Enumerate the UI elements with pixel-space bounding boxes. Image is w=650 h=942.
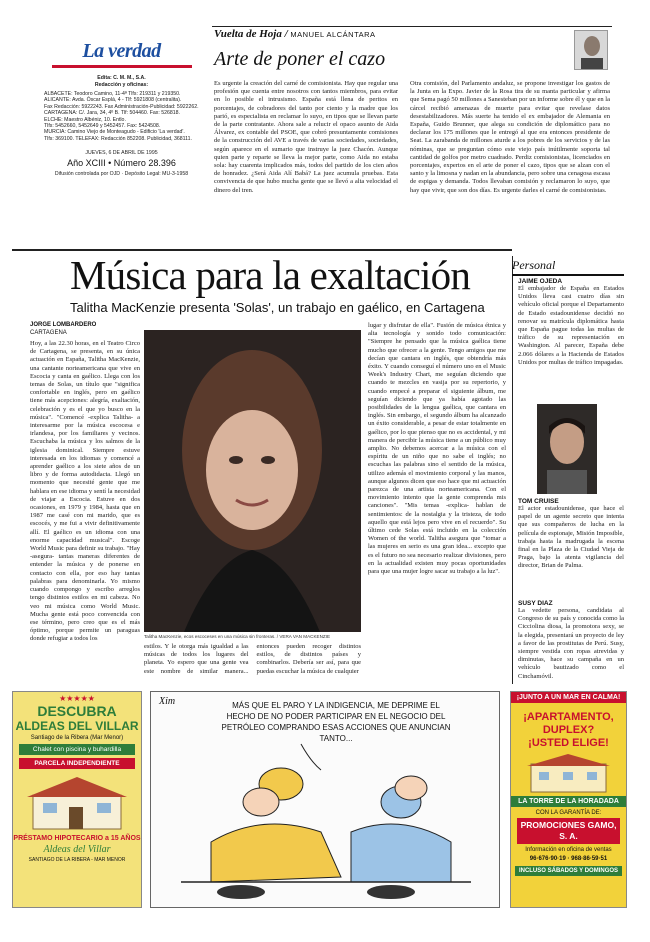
column-text-col1 — [214, 80, 398, 248]
column-section: Vuelta de Hoja — [214, 28, 282, 40]
ad-company: PROMOCIONES GAMO, S. A. — [517, 818, 620, 844]
masthead-date: JUEVES, 6 DE ABRIL DE 1995 — [85, 150, 158, 156]
ad-chalet: Chalet con piscina y buhardilla — [19, 744, 135, 755]
column-paragraph: Otra comisión, del Parlamento andaluz, se propone investigar los gastos de la Junta en la Expo. Javier de la Rosa tira de su manta particular y afirma que Sema pagó 50 millones a Sanesteban por un informe sobre él y que en la cárcel recibió amenazas de muerte para evitar que revelase datos desestabilizadores. Más suerte ha tenido el ex embajador de Alemania en España, Guido Brunner, que alega su condición de diplomático para no declarar los 175 millones que le entregó al que era entonces presidente de Seat. La zarabanda de millones aturde a los pobres de los servicios y de las nóminas, que se preguntan cómo este viejo país inútilmente soporta tal cantidad de golfos por metro cuadrado. Perdiz comisionistas, licenciados en porcentajes, expertos en el arte de poner el cazo, tipos que se alzan con el santo y la limosna y nadan en la abundancia, pero sobre una cenagosa escasa de espigas y demanda. Todos llevaban comisión y reclamaron lo suyo, que hay que vivir, que son dos días. Es urgente darles el carné de comisionistas. — [410, 80, 610, 194]
article-column-1 — [30, 340, 140, 683]
column-paragraph: Es urgente la creación del carné de comisionista. Hay que regular una profesión que cuenta entre nosotros con tantos miembros, para evitar en lo posible el intrusismo. España está llena de peritos en porcentajes, de cobradores del tanto por ciento y la madre que los parió, es especialista en reclamar lo suyo, en tipos que se llevan parte de la parte contratante. Ahora sale a relucir el opaco asunto de Aida Álvarez, ex contable del PSOE, que cobró presuntamente comisiones de la construcción del AVE a través de varias sociedades, sociedades, según aparece en el sumario que instruye la juez Chacón. Aunque quien parte y reparte se lleva la mejor parte, como Aida no estaba sola: hay cuarenta implicados más, todos del partido de los cien años de honradez. ¿Será Aida Alí Babá? La juez acumula pruebas. Esta convivencia de que hubo mucha gente que se llevó a alta velocidad el dinero del tren. — [214, 80, 398, 194]
address-line: Tlfs: 369100. TELEFAX: Redacción 852208. Publicidad, 368111. — [44, 135, 192, 142]
address-line: Tlfs: 5452660, 5452649 y 5452457. Fax: 5424508. — [44, 123, 161, 130]
ad-location: Santiago de la Ribera (Mar Menor) — [30, 735, 124, 741]
ad-stars: ★★★★★ — [59, 694, 95, 703]
dateline: CARTAGENA — [30, 330, 67, 336]
ad-promociones-gamo[interactable] — [510, 691, 627, 908]
article-column-2-bottom — [144, 643, 361, 685]
person-text: El embajador de España en Estados Unidos lleva casi cuatro días sin vehículo oficial porque el Departamento de Estado estadounidense decidió no renovar su matrícula diplomática hasta que España pague todas las multas de tráfico de su representación en Washington. Al parecer, España debe 2.066 dólares a la Hacienda de Estados Unidos por multas de tráfico impagadas. — [518, 285, 624, 366]
person-text: El actor estadounidense, que hace el papel de un agente secreto que intenta que sus compañeros de lucha en la película de espionaje, Misión Imposible, trabaja hasta la madrugada la escena final en la Plaza de la Ciudad Vieja de Praga, bajo la atenta vigilancia del director, Brian de Palma. — [518, 505, 624, 570]
masthead-addresses — [44, 91, 199, 142]
column-text-col2 — [410, 80, 610, 248]
newspaper-logo: La verdad — [82, 40, 161, 62]
ad-heading-2: ALDEAS DEL VILLAR — [15, 719, 139, 733]
cartoon-drawing — [151, 692, 500, 908]
building-illustration — [511, 754, 626, 794]
logo-underline — [52, 65, 192, 68]
article-column-3 — [368, 322, 506, 684]
article-subhead: Talitha MacKenzie presenta 'Solas', un trabajo en gaélico, en Cartagena — [70, 300, 485, 315]
sidebar-entry-cruise — [518, 498, 624, 597]
ad-phone: 96·676·90·19 · 968·86·59·51 — [529, 856, 608, 862]
masthead-legal: Difusión controlada por OJD · Depósito Legal: MU-3-1958 — [54, 171, 189, 177]
house-illustration — [13, 773, 141, 833]
article-paragraph: lugar y disfrutar de ella". Fusión de música étnica y alta tecnología y sonido todo comunicación: "Siempre he pensado que la música gaélica tiene mucho que ofrecer a la gente. Tengo amigos que me decían que cantara en inglés, que obtendría más éxito. Y cuando conseguí el número uno en el Music Week's Industry Chart, me seguían diciendo que cuando te mezcles en vasija por su repertorio, y cuando empecé a preparar el siguiente álbum, me seguían diciendo que ya había agotado las posibilidades de la lengua gaélica, que cantara en inglés. Sin embargo, el segundo álbum ha alcanzado un éxito considerable, a pesar de estar totalmente en gaélico, por lo que pienso que no es accidental, y mi manera de percibir la música tiene a un público muy amplio. No debemos acercar a la música con el espíritu de un niño que no sabe el inglés; no escuchas las palabras sino el sentido de la música, utilizo además el movimiento corporal y las manos, aunque algunos dicen que eso hace que mi actuación parezca de una artista norteamericana. Con el movimiento intento que la gente comprenda mis canciones". "Mis temas -explica- hablan de sentimientos: de la nostalgia y la tristeza, de todo aquello que está lejos pero vive en el recuerdo". Su último cede Solas está incluido en la colección Women of the world. Talitha asegura que "tomar a las mujeres en serio es una gran idea... excepto que es el futuro no sea necesario realizar divisiones, pero en la actualidad existen muy pocas oportunidades para que una mujer logre sacar su trabajo a la luz". — [368, 322, 506, 576]
ad-location: LA TORRE DE LA HORADADA — [511, 796, 626, 807]
cartoon-signature: Xim — [159, 696, 176, 707]
sidebar-entry-susy — [518, 600, 624, 685]
portrait-photo-illustration — [144, 330, 361, 632]
ad-top-banner: ¡JUNTO A UN MAR EN CALMA! — [511, 692, 626, 703]
portrait-illustration — [537, 404, 597, 494]
ad-loan: PRÉSTAMO HIPOTECARIO a 15 AÑOS — [13, 835, 141, 842]
sidebar-entry-ojeda — [518, 278, 624, 397]
person-name: JAIME OJEDA — [518, 278, 563, 285]
ad-big-1: ¡APARTAMENTO, DUPLEX? — [523, 711, 614, 736]
section-divider — [12, 249, 512, 251]
tom-cruise-photo — [537, 404, 597, 494]
article-paragraph: estilos. Y le otorga más igualdad a las músicas de todos los lugares del planeta. Yo espero que una gente vea este nombre de similar manera... entonces pueden recoger distintos estilos, de distintos países y combinarlos. Debería ser así, para que puedas escuchar la música de cualquier — [144, 643, 361, 675]
cartoon — [150, 691, 500, 908]
address-line: Fax Redacción: 5922243. Fax Administración-Publicidad: 5922262. — [44, 103, 199, 110]
article-paragraph: Hoy, a las 22.30 horas, en el Teatro Circo de Cartagena, se presenta, en su única actuación en España, Talitha MacKenzie, una cantante norteamericana que vive en Escocia y canta en gaélico. Llega con los temas de Solas, un título que "significa confortable en inglés, pero en gaélico tiene más acepciones: alegría, exaltación, celebración y es el que yo busco en la música". "Comencé -explica Talitha- a interesarme por la música escocesa e irlandesa, por los familiares y vecinos. Escuchaba la música y los salmos de la iglesia dominical. Siempre estuve interesada en los idiomas y comencé a aprender gaélico a los siete años de un libro y de forma autodidacta. Llegó un momento que necesité gente que me hablara en ese idioma y sentí la necesidad de viajar a Escocia. Estuve en dos ocasiones, en 1979 y 1984, hasta que en 1987 me casé con mi marido, que es escocés, y me fui a vivir definitivamente allí. El gaélico es un idioma con una enorme capacidad musical". Escoge World Music para definir su trabajo. "Hay -asegura- tantas maneras diferentes de entender la música y de ponerse en contacto con ella, por eso hay tantas palabras para denominarla. Yo mismo cuando compongo y escribo arreglos tengo distintos estilos en mi cabeza. No veo mi música como World Music. Mucha gente está poco convencida con ese término, pero creo que es el más óptimo, porque permite un paraguas donde refugiar a todos los — [30, 340, 140, 643]
sidebar-title: Personal — [512, 258, 624, 276]
photo-caption: Talitha MacKenzie, ecos escoceses en una música sin fronteras. / VERA VAN MACKENZIE — [144, 634, 331, 639]
column-top-rule — [212, 26, 612, 27]
ad-guarantee: CON LA GARANTÍA DE: — [535, 810, 602, 816]
article-headline: Música para la exaltación — [70, 252, 471, 298]
address-line: ELCHE: Maestro Albéniz, 10. Entlo. — [44, 116, 126, 123]
ad-info: Información en oficina de ventas — [525, 847, 612, 853]
ad-parcela: PARCELA INDEPENDIENTE — [19, 758, 135, 769]
address-line: MURCIA: Camino Viejo de Monteagudo - Edificio 'La verdad'. — [44, 129, 185, 136]
ad-heading-1: DESCUBRA — [37, 703, 117, 719]
ad-footer: INCLUSO SÁBADOS Y DOMINGOS — [515, 866, 622, 876]
masthead-redaccion: Redacción y oficinas: — [94, 82, 149, 88]
ad-footer: SANTIAGO DE LA RIBERA - MAR MENOR — [28, 857, 126, 863]
masthead-editor: Edita: C. M. M., S.A. — [97, 75, 146, 81]
portrait-illustration — [575, 31, 608, 70]
address-line: CARTAGENA: C/. Jara, 34, 4º B. Tlf: 504460. Fax: 526818. — [44, 110, 180, 117]
masthead-issue: Año XCIII • Número 28.396 — [67, 158, 176, 168]
main-photo — [144, 330, 361, 632]
person-text: La vedette persona, candidata al Congreso de su país y conocida como la Cicciolina diosa, la promotora sexy, se la elegida, presentará un proyecto de ley a favor de las prostitutas de Perú. Susy, siempre vestida con ropas atrevidas y diminutas, hace su campaña en un vehículo bautizado como el Cinchamóvil. — [518, 607, 624, 680]
person-name: TOM CRUISE — [518, 498, 559, 505]
ad-big-2: ¡USTED ELIGE! — [528, 737, 609, 749]
address-line: ALBACETE: Teodoro Camino, 11-4ª Tlfs: 219311 y 219350. — [44, 91, 181, 97]
ad-brand: Aldeas del Villar — [43, 844, 111, 855]
column-title: Arte de poner el cazo — [214, 48, 386, 70]
column-author: MANUEL ALCÁNTARA — [290, 30, 376, 39]
byline: JORGE LOMBARDERO — [30, 322, 97, 328]
ad-aldeas-del-villar[interactable] — [12, 691, 142, 908]
address-line: ALICANTE: Avda. Óscar Esplá, 4 - Tlf: 5921808 (centralita). — [44, 97, 182, 104]
person-name: SUSY DIAZ — [518, 600, 553, 607]
sidebar-divider — [512, 256, 513, 684]
author-portrait — [574, 30, 608, 70]
column-kicker: Vuelta de Hoja / MANUEL ALCÁNTARA — [214, 28, 376, 40]
cartoon-speech: MÁS QUE EL PARO Y LA INDIGENCIA, ME DEPRIME EL HECHO DE NO PODER PARTICIPAR EN EL NEGOCIO DEL PETRÓLEO COMPRANDO ESAS ACCIONES QUE ANUNCIAN TANTO... — [221, 701, 451, 743]
masthead-box — [44, 38, 199, 266]
